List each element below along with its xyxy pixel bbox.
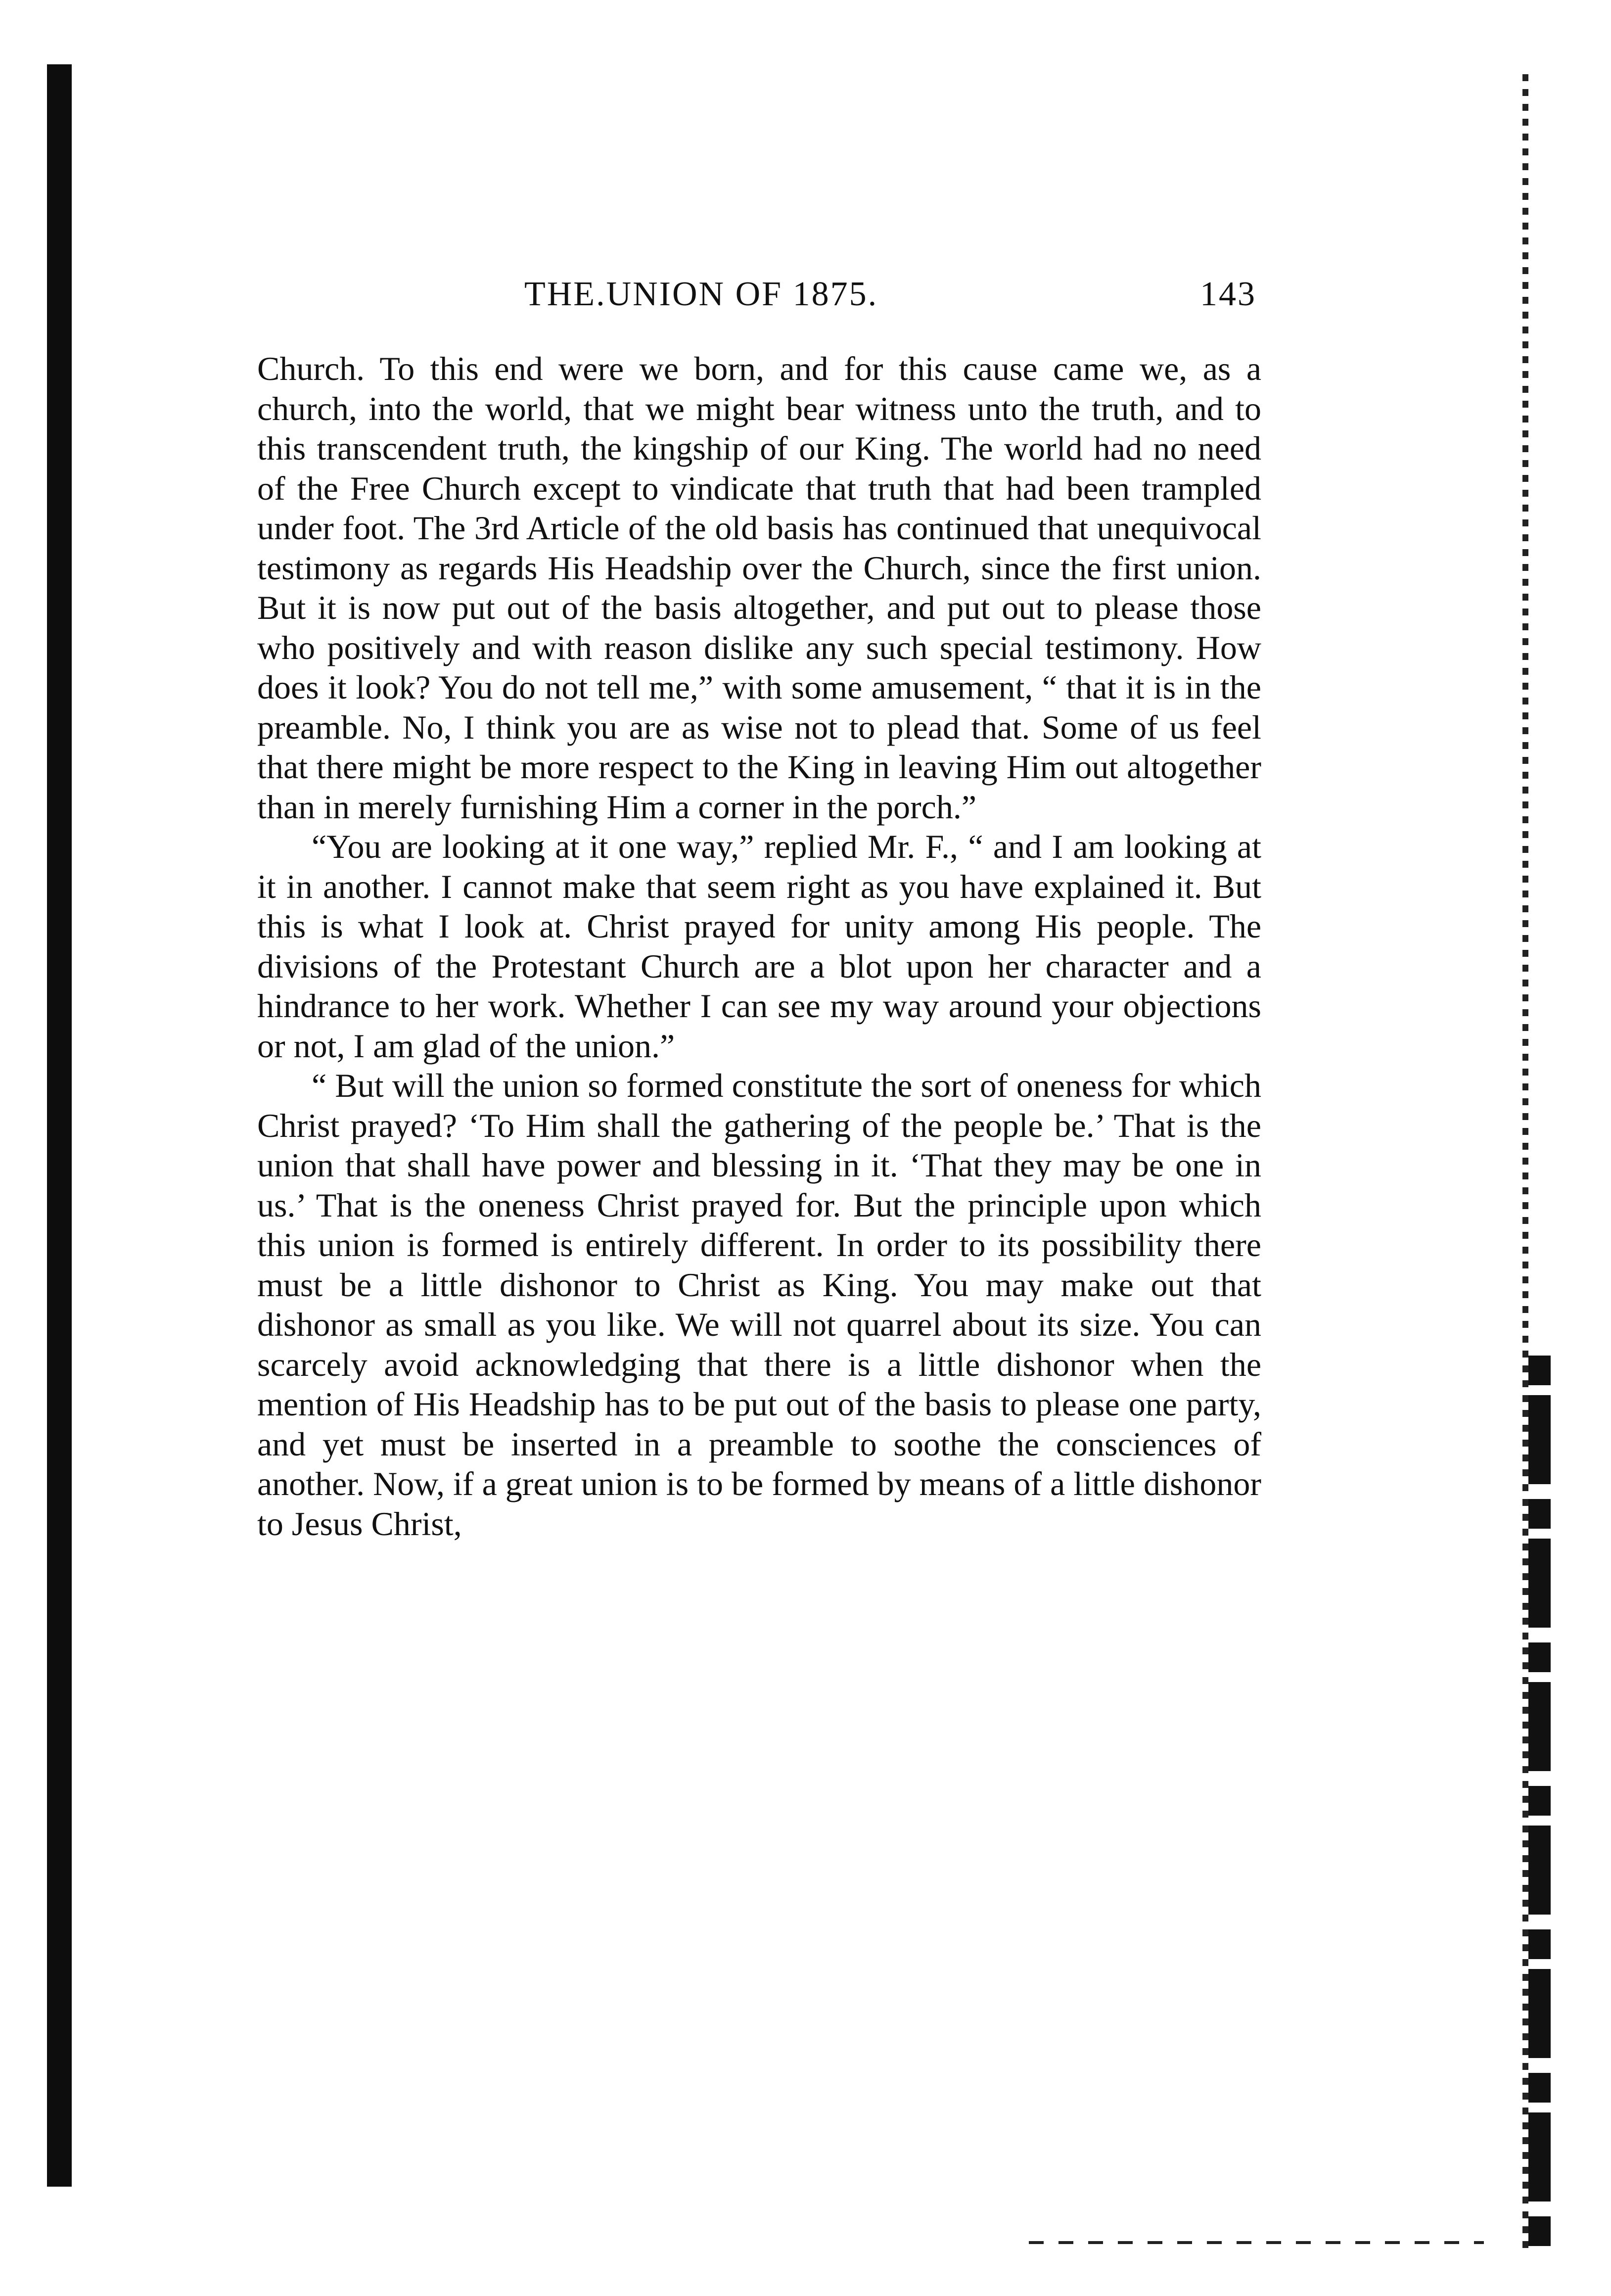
paragraph-3: “ But will the union so formed constitute the sort of oneness for which Christ prayed? ‘To Him shall the gathering of the people be.’ That is the union that shall have power and blessing in it. ‘That they may be one in us.’ That is the oneness Christ prayed for. But the principle upon which this union is formed is entirely different. In order to its possibility there must be a little dishonor to Christ as King. You may make out that dishonor as small as you like. We will not quarrel about its size. You can scarcely avoid acknowledging that there is a little dishonor when the mention of His Headship has to be put out of the basis to please one party, and yet must be inserted in a preamble to soothe the consciences of another. Now, if a great union is to be formed by means of a little dishonor to Jesus Christ,: [257, 1067, 1261, 1543]
page-number: 143: [1200, 275, 1256, 313]
scan-bottom-marks: [1029, 2241, 1484, 2244]
binding-shadow: [47, 64, 72, 2187]
body-text: [257, 349, 1261, 1544]
running-head: [257, 275, 1256, 324]
scan-edge-bar: [1528, 1356, 1551, 2256]
scan-edge-marks: [1522, 74, 1528, 2251]
paragraph-1: Church. To this end were we born, and for this cause came we, as a church, into the world, that we might bear witness unto the truth, and to this transcendent truth, the kingship of our King. The world had no need of the Free Church except to vindicate that truth that had been trampled under foot. The 3rd Article of the old basis has continued that unequivocal testimony as regards His Headship over the Church, since the first union. But it is now put out of the basis altogether, and put out to please those who positively and with reason dislike any such special testimony. How does it look? You do not tell me,” with some amusement, “ that it is in the preamble. No, I think you are as wise not to plead that. Some of us feel that there might be more respect to the King in leaving Him out altogether than in merely furnishing Him a corner in the porch.”: [257, 350, 1261, 826]
running-title: THE.UNION OF 1875.: [524, 275, 878, 313]
paragraph-2: “You are looking at it one way,” replied Mr. F., “ and I am looking at it in another. I cannot make that seem right as you have explained it. But this is what I look at. Christ prayed for unity among His people. The divisions of the Protestant Church are a blot upon her character and a hindrance to her work. Whether I can see my way around your objections or not, I am glad of the union.”: [257, 828, 1261, 1065]
